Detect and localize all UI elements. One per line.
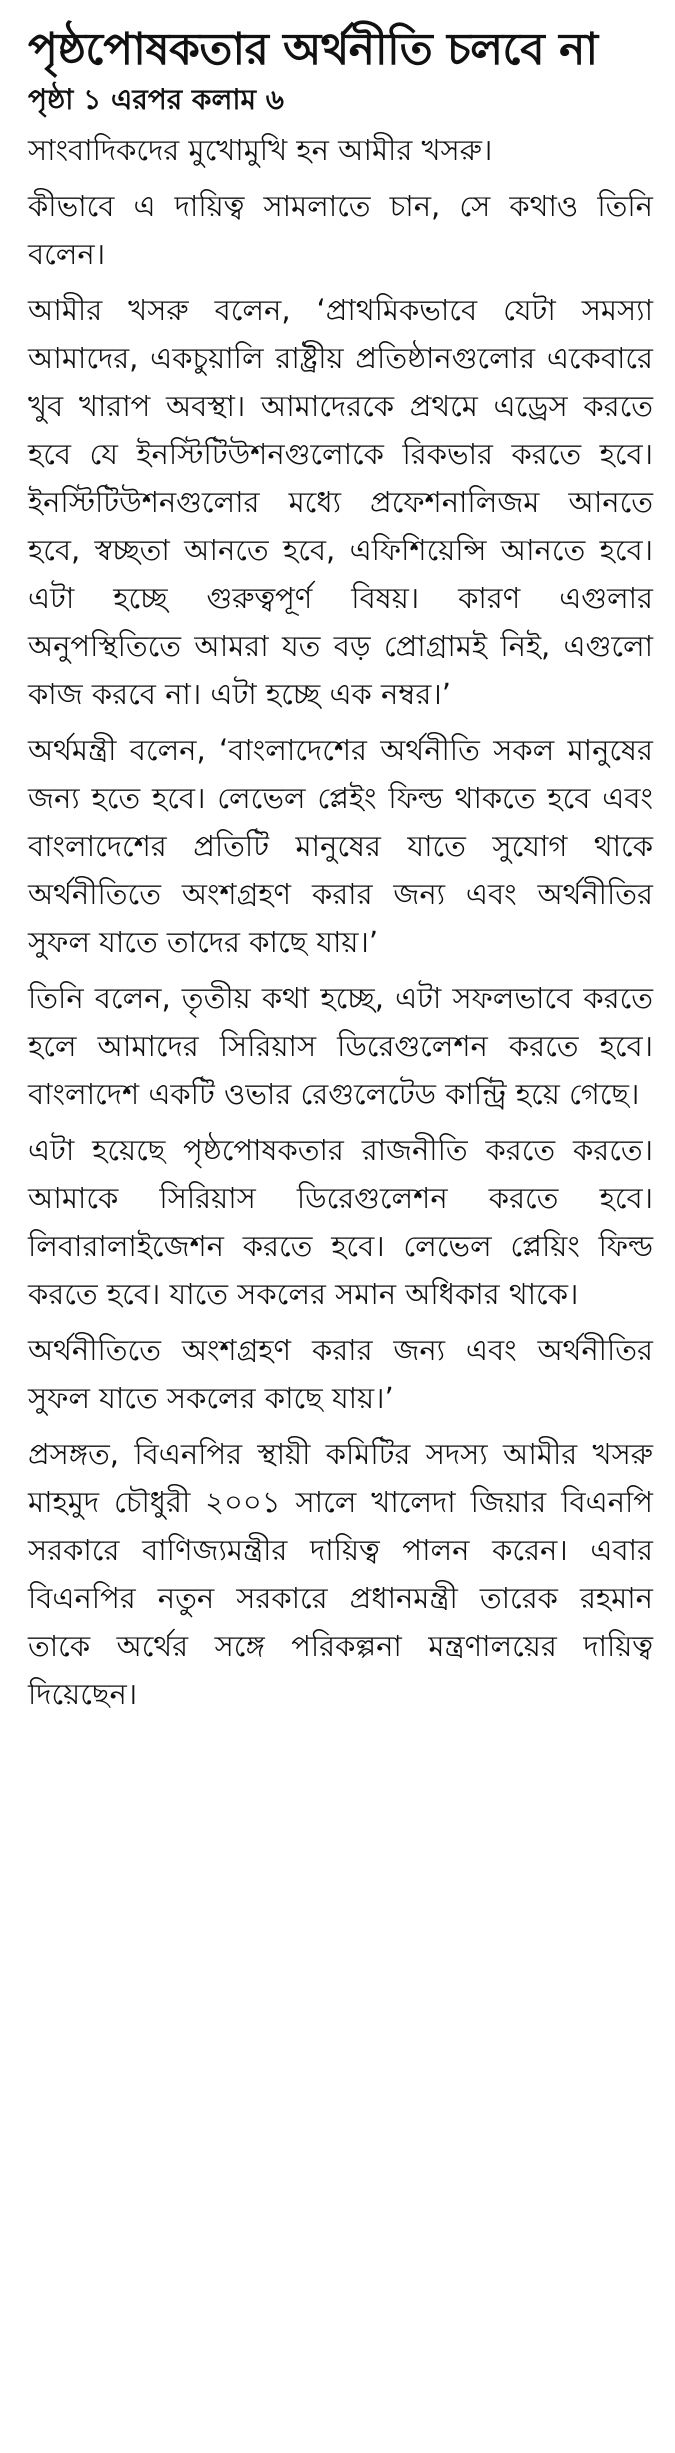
article-paragraph: প্রসঙ্গত, বিএনপির স্থায়ী কমিটির সদস্য আমীর খসরু মাহমুদ চৌধুরী ২০০১ সালে খালেদা জিয়ার বিএনপি সরকারে বাণিজ্যমন্ত্রীর দায়িত্ব পালন করেন। এবার বিএনপির নতুন সরকারে প্রধানমন্ত্রী তারেক রহমান তাকে অর্থের সঙ্গে পরিকল্পনা মন্ত্রণালয়ের দায়িত্ব দিয়েছেন। (28, 1437, 653, 1711)
article-paragraph: অর্থমন্ত্রী বলেন, ‘বাংলাদেশের অর্থনীতি সকল মানুষের জন্য হতে হবে। লেভেল প্লেইং ফিল্ড থাকতে হবে এবং বাংলাদেশের প্রতিটি মানুষের যাতে সুযোগ থাকে অর্থনীতিতে অংশগ্রহণ করার জন্য এবং অর্থনীতির সুফল যাতে তাদের কাছে যায়।’ (28, 733, 653, 959)
article-paragraph: আমীর খসরু বলেন, ‘প্রাথমিকভাবে যেটা সমস্যা আমাদের, একচুয়ালি রাষ্ট্রীয় প্রতিষ্ঠানগুলোর একেবারে খুব খারাপ অবস্থা। আমাদেরকে প্রথমে এড্রেস করতে হবে যে ইনস্টিটিউশনগুলোকে রিকভার করতে হবে। ইনস্টিটিউশনগুলোর মধ্যে প্রফেশনালিজম আনতে হবে, স্বচ্ছতা আনতে হবে, এফিশিয়েন্সি আনতে হবে। এটা হচ্ছে গুরুত্বপূর্ণ বিষয়। কারণ এগুলার অনুপস্থিতিতে আমরা যত বড় প্রোগ্রামই নিই, এগুলো কাজ করবে না। এটা হচ্ছে এক নম্বর।’ (28, 293, 653, 711)
article-paragraph: সাংবাদিকদের মুখোমুখি হন আমীর খসরু। (28, 133, 493, 167)
news-article (28, 22, 653, 1726)
article-paragraph: তিনি বলেন, তৃতীয় কথা হচ্ছে, এটা সফলভাবে করতে হলে আমাদের সিরিয়াস ডিরেগুলেশন করতে হবে। বাংলাদেশ একটি ওভার রেগুলেটেড কান্ট্রি হয়ে গেছে। (28, 981, 653, 1111)
article-paragraph: অর্থনীতিতে অংশগ্রহণ করার জন্য এবং অর্থনীতির সুফল যাতে সকলের কাছে যায়।’ (28, 1333, 653, 1415)
article-paragraph: কীভাবে এ দায়িত্ব সামলাতে চান, সে কথাও তিনি বলেন। (28, 189, 653, 271)
article-paragraph: এটা হয়েছে পৃষ্ঠপোষকতার রাজনীতি করতে করতে। আমাকে সিরিয়াস ডিরেগুলেশন করতে হবে। লিবারালাইজেশন করতে হবে। লেভেল প্লেয়িং ফিল্ড করতে হবে। যাতে সকলের সমান অধিকার থাকে। (28, 1133, 653, 1311)
continuation-line: পৃষ্ঠা ১ এরপর কলাম ৬ (28, 83, 284, 116)
article-headline: পৃষ্ঠপোষকতার অর্থনীতি চলবে না (28, 24, 598, 75)
